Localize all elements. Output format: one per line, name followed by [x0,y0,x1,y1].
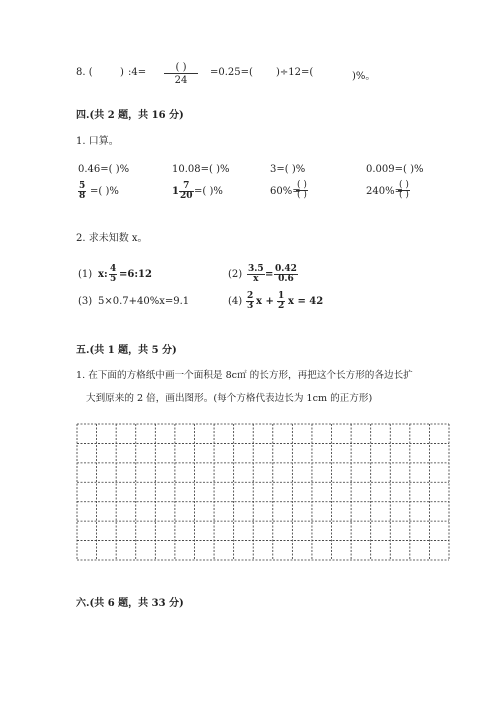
frac-den: 5 [110,274,117,284]
eq4-tail: x = 42 [288,296,324,307]
eq1-rhs: =6:12 [119,269,152,280]
section-5-title: 五.(共 1 题，共 5 分) [76,345,177,356]
eq2-label: (2) [228,269,243,280]
eq1-label: (1) [78,269,93,280]
frac-num: 7 [183,181,190,191]
frac-den: 8 [79,191,86,201]
mental-calc-3: 3=( )% [270,164,306,175]
frac-num: 4 [110,264,117,274]
mental-calc-1: 0.46=( )% [78,164,130,175]
frac-den: 3 [247,301,254,311]
mental-calc-6-tail: =( )% [194,186,223,197]
frac-den: 0.6 [278,274,294,284]
eq3-body: 5×0.7+40%x=9.1 [98,296,190,307]
mental-calc-4: 0.009=( )% [366,164,424,175]
mental-calc-7-fraction [296,181,308,200]
q5-text-line2: 大到原来的 2 倍，画出图形。(每个方格代表边长为 1cm 的正方形) [86,393,373,404]
eq2-fraction-right [274,265,298,284]
q8-prefix: 8. ( [76,67,93,78]
frac-den: ( ) [399,190,409,200]
q1-label: 1. 口算。 [76,136,119,147]
grid-paper[interactable] [76,423,450,561]
q8-eq: =0.25=( [210,67,253,78]
frac-num: 0.42 [275,264,297,274]
mental-calc-8-fraction [398,181,410,200]
frac-den: 20 [180,191,193,201]
frac-den: 2 [278,301,285,311]
frac-num: 3.5 [248,264,264,274]
mental-calc-6-whole: 1 [172,186,179,197]
eq3-label: (3) [78,296,93,307]
eq4-label: (4) [228,296,243,307]
mental-calc-5-tail: =( )% [90,186,119,197]
section-6-title: 六.(共 6 题，共 33 分) [76,598,184,609]
q8-pct: )%。 [352,71,376,82]
q2-label: 2. 求未知数 x。 [76,233,148,244]
grid-svg [76,423,450,561]
frac-num: 2 [247,291,254,301]
mental-calc-7-head: 60%= [270,186,301,197]
mental-calc-5-fraction [78,182,86,201]
q8-frac-den: 24 [174,75,188,86]
q8-colon: :4= [128,67,147,78]
eq4-fraction-1 [246,292,254,311]
section-4-title: 四.(共 2 题，共 16 分) [76,110,184,121]
mental-calc-8-head: 240%= [366,186,403,197]
frac-den: ( ) [297,190,307,200]
fraction-bar [164,73,198,74]
frac-den: x [253,274,259,284]
eq4-fraction-2 [277,292,285,311]
q8-frac-num: ( ) [175,62,187,73]
mental-calc-2: 10.08=( )% [172,164,230,175]
eq1-fraction [109,265,117,284]
q8-fraction [164,63,198,86]
q5-text-line1: 1. 在下面的方格纸中画一个面积是 8c㎡ 的长方形，再把这个长方形的各边长扩 [76,370,413,381]
eq2-fraction-left [247,265,265,284]
frac-num: 1 [278,291,285,301]
eq4-mid: x + [256,296,274,307]
mental-calc-6-fraction [179,182,194,201]
q8-div12: )÷12=( [276,67,314,78]
frac-num: 5 [79,181,86,191]
eq2-equals: = [265,269,274,280]
eq1-lhs: x: [98,269,108,280]
frac-num: ( ) [297,180,307,190]
frac-num: ( ) [399,180,409,190]
q8-paren-end: ) [120,67,124,78]
